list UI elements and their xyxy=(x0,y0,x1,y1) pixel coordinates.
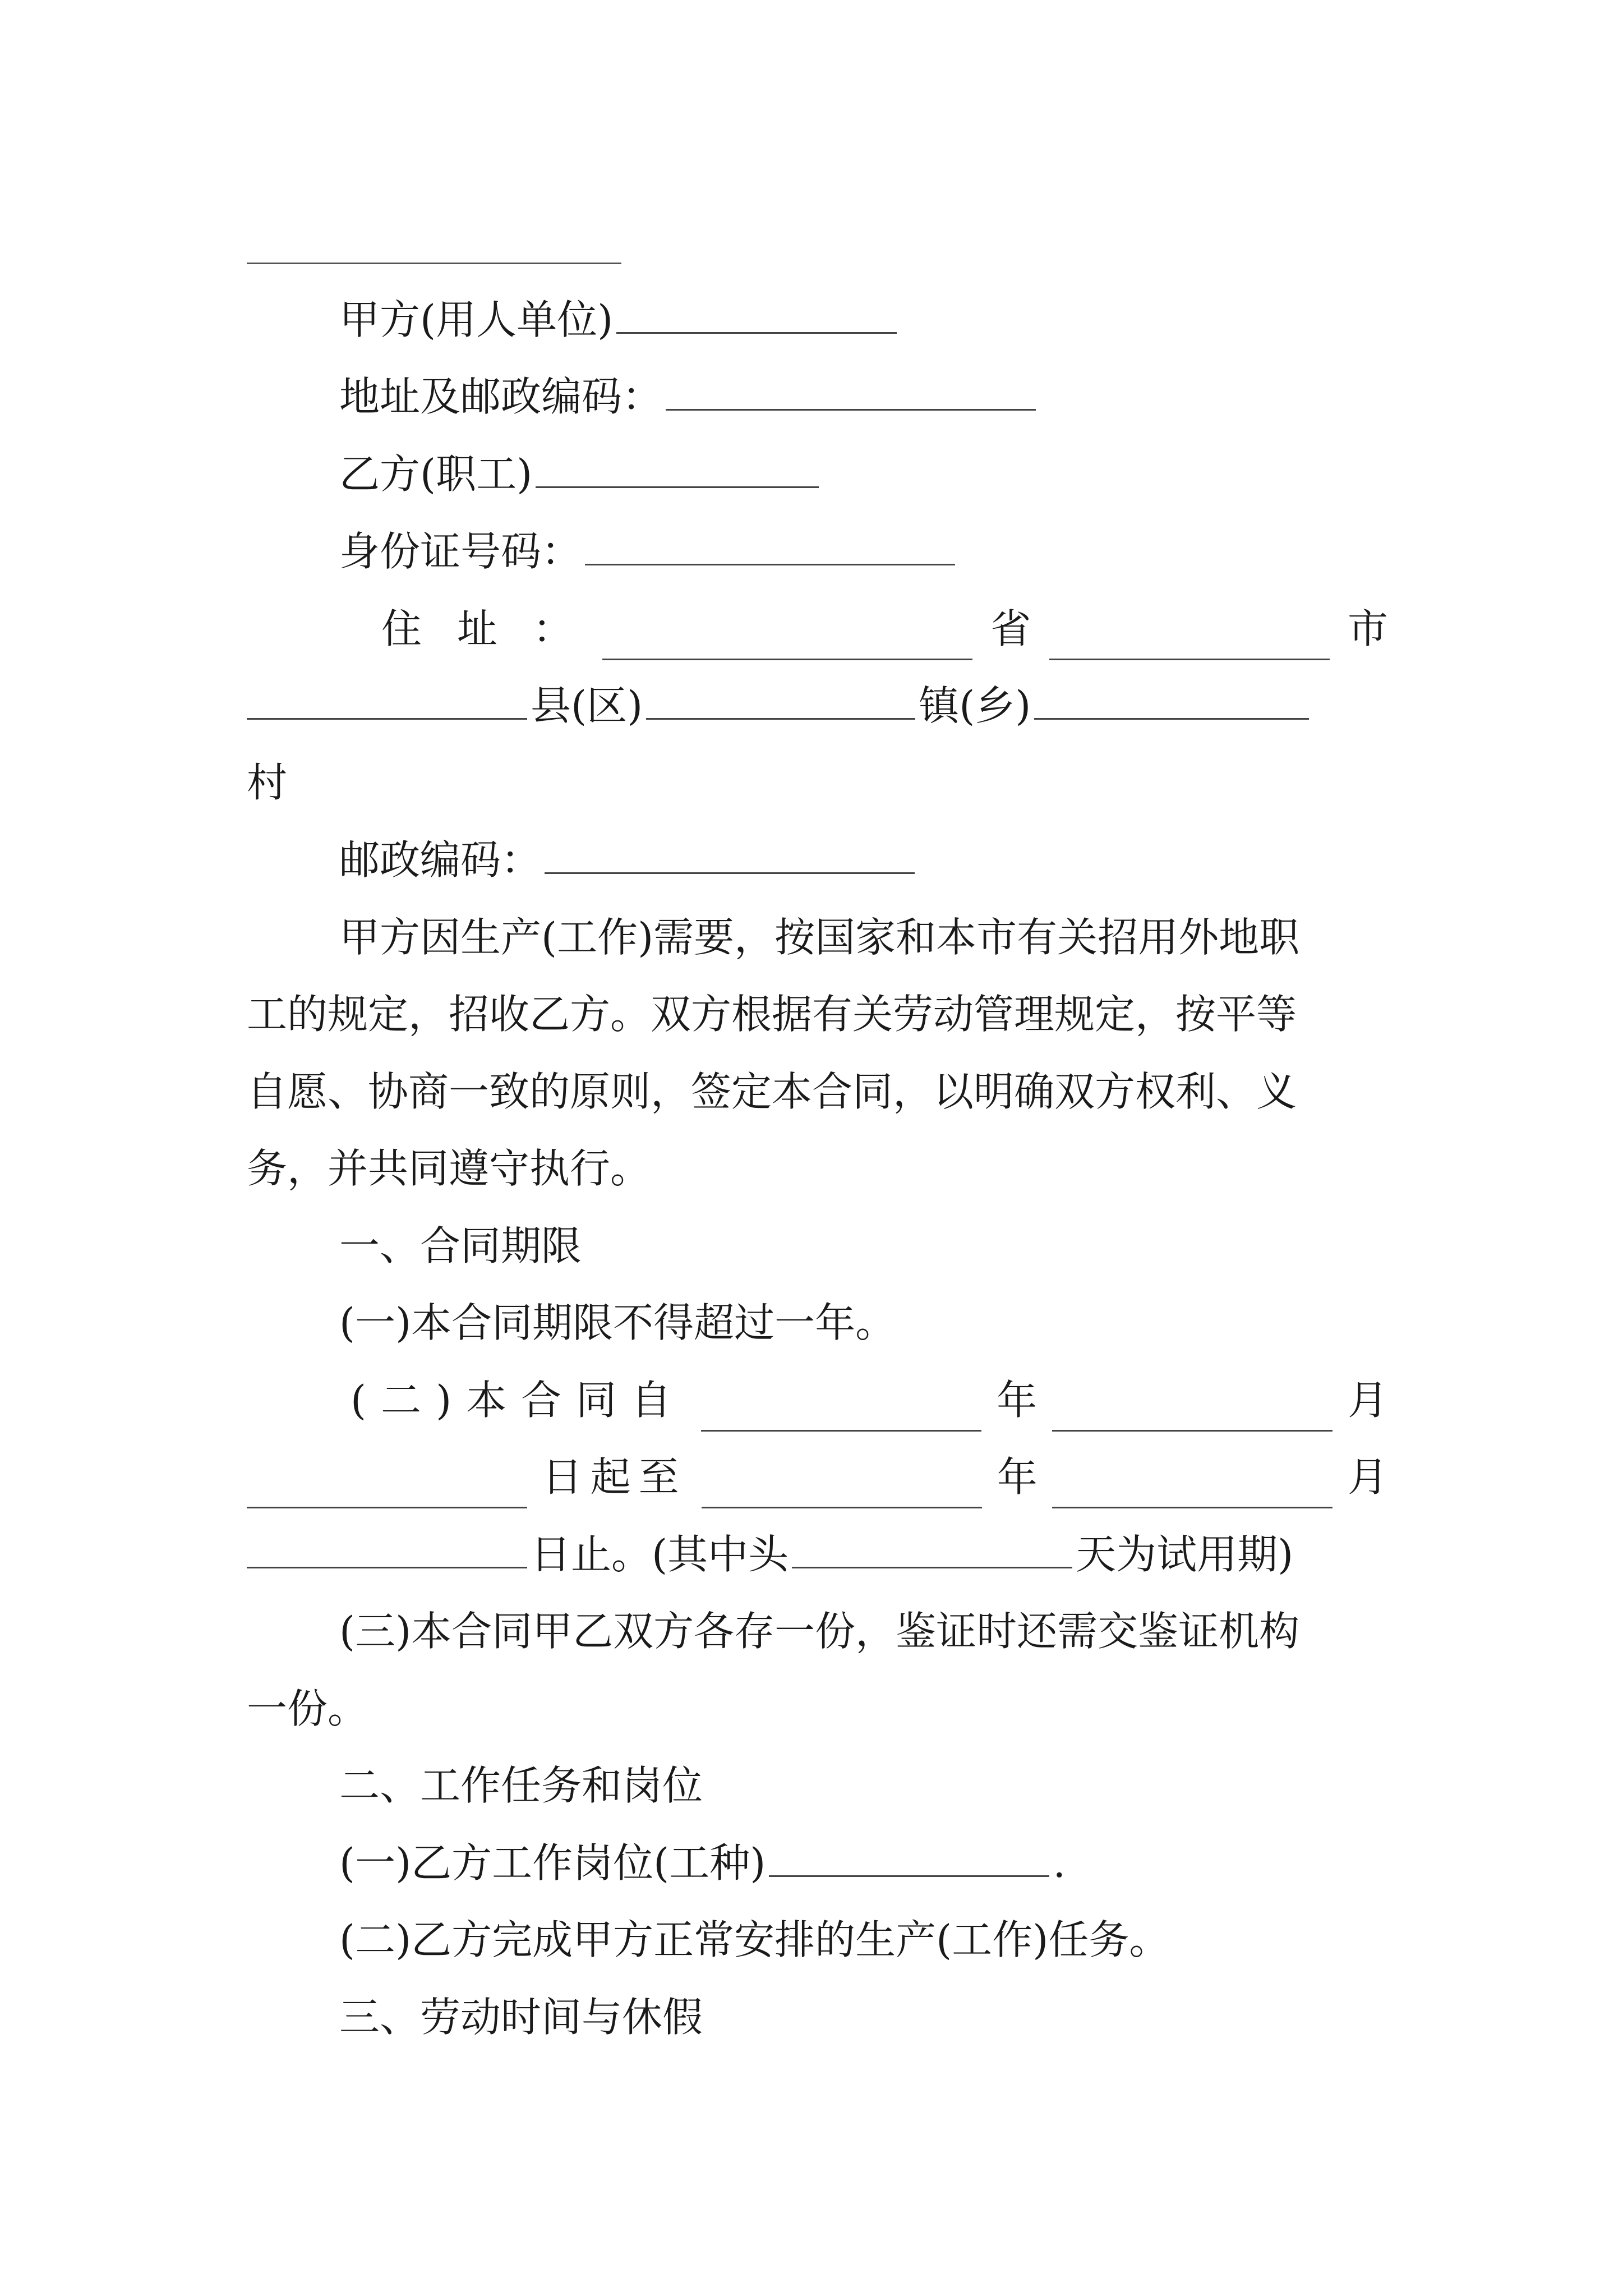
section1-item2-line2 xyxy=(247,1446,1388,1508)
province-blank[interactable] xyxy=(602,647,972,660)
party-b-blank[interactable] xyxy=(536,475,819,488)
address-blank[interactable] xyxy=(666,398,1036,411)
end-month-blank[interactable] xyxy=(1052,1496,1332,1508)
postal-blank[interactable] xyxy=(545,861,915,874)
city-blank[interactable] xyxy=(1049,647,1330,660)
address-label: 地址及邮政编码： xyxy=(339,373,663,420)
section2-item1 xyxy=(339,1832,1066,1894)
address-line xyxy=(339,366,1039,427)
end-month-label: 月 xyxy=(1347,1453,1388,1501)
party-b-label: 乙方(职工) xyxy=(339,450,533,498)
from-day-label: 日起至 xyxy=(542,1453,687,1501)
party-b-line xyxy=(339,443,822,505)
section1-item1: (一)本合同期限不得超过一年。 xyxy=(339,1299,896,1346)
item2-prefix: (二)本合同自 xyxy=(351,1377,686,1424)
id-label: 身份证号码： xyxy=(339,528,582,575)
start-month-label: 月 xyxy=(1347,1377,1388,1424)
end-day-blank[interactable] xyxy=(247,1556,527,1568)
county-label: 县(区) xyxy=(531,682,643,729)
section2-item2: (二)乙方完成甲方正常安排的生产(工作)任务。 xyxy=(339,1916,1170,1963)
residence-line-1 xyxy=(381,598,1388,660)
section2-title: 二、工作任务和岗位 xyxy=(339,1762,703,1809)
section1-item3-line1: (三)本合同甲乙双方各存一份，鉴证时还需交鉴证机构 xyxy=(339,1608,1300,1655)
intro-line-3: 自愿、协商一致的原则，签定本合同，以明确双方权利、义 xyxy=(247,1068,1297,1115)
section2-item1-end: . xyxy=(1053,1839,1066,1887)
probation-label: 天为试用期) xyxy=(1076,1531,1294,1578)
town-label: 镇(乡) xyxy=(919,682,1031,729)
section1-title: 一、合同期限 xyxy=(339,1222,582,1269)
party-a-blank[interactable] xyxy=(616,321,897,334)
start-month-blank[interactable] xyxy=(1052,1419,1332,1432)
residence-label: 住 址 ： xyxy=(381,605,584,652)
town-blank[interactable] xyxy=(646,707,915,720)
top-rule xyxy=(247,263,621,264)
id-blank[interactable] xyxy=(585,553,955,565)
village-blank[interactable] xyxy=(1034,707,1309,720)
start-day-blank[interactable] xyxy=(247,1496,527,1508)
county-blank[interactable] xyxy=(247,707,527,720)
section2-item1-label: (一)乙方工作岗位(工种) xyxy=(339,1839,766,1887)
province-label: 省 xyxy=(990,605,1031,652)
start-year-blank[interactable] xyxy=(701,1419,981,1432)
residence-line-2 xyxy=(247,675,1312,737)
intro-line-4: 务，并共同遵守执行。 xyxy=(247,1145,651,1192)
section1-item2-line1 xyxy=(351,1369,1388,1431)
residence-line-3 xyxy=(247,752,287,813)
end-year-blank[interactable] xyxy=(702,1496,982,1508)
job-post-blank[interactable] xyxy=(769,1864,1049,1877)
village-label: 村 xyxy=(247,759,288,806)
postal-line xyxy=(339,829,918,891)
section1-item3-line2: 一份。 xyxy=(247,1685,368,1732)
section1-item2-line3 xyxy=(247,1524,1293,1585)
end-year-label: 年 xyxy=(997,1453,1038,1501)
intro-line-2: 工的规定，招收乙方。双方根据有关劳动管理规定，按平等 xyxy=(247,991,1297,1038)
party-a-label: 甲方(用人单位) xyxy=(339,296,614,343)
section3-title: 三、劳动时间与休假 xyxy=(339,1994,703,2041)
start-year-label: 年 xyxy=(997,1377,1038,1424)
id-line xyxy=(339,521,958,582)
city-label: 市 xyxy=(1347,605,1388,652)
postal-label: 邮政编码： xyxy=(339,836,542,884)
end-day-label: 日止。(其中头 xyxy=(531,1531,789,1578)
intro-line-1: 甲方因生产(工作)需要，按国家和本市有关招用外地职 xyxy=(339,914,1300,961)
probation-blank[interactable] xyxy=(792,1556,1072,1568)
party-a-line xyxy=(339,289,900,351)
